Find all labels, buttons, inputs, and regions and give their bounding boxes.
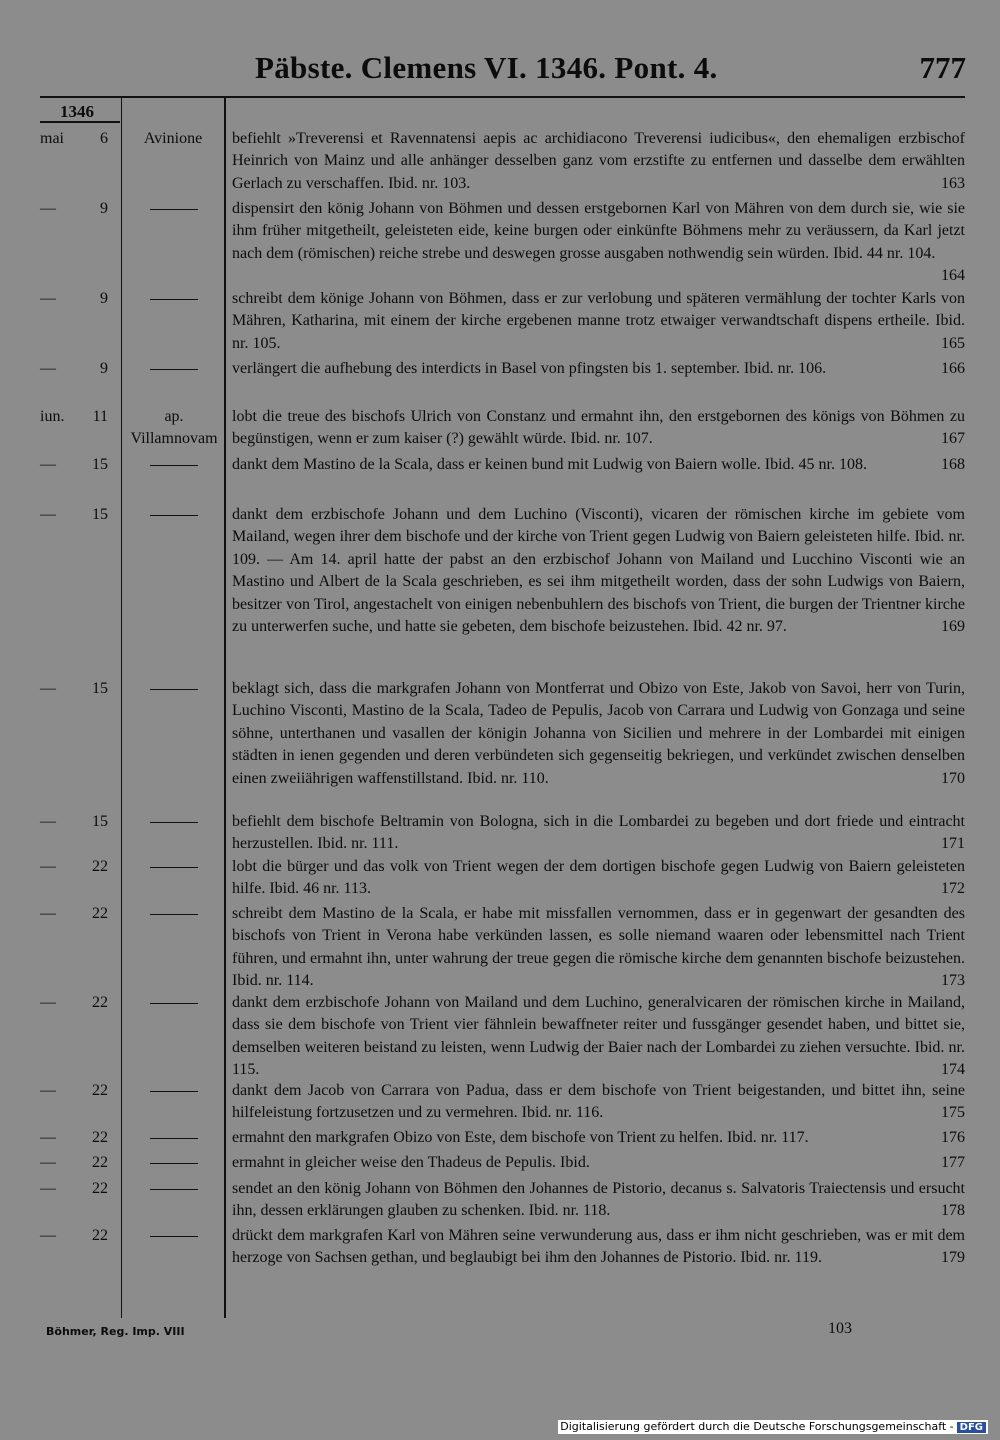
column-divider-date: [121, 98, 122, 1318]
entry-number: 174: [941, 1061, 965, 1079]
footer-source: Böhmer, Reg. Imp. VIII: [46, 1325, 185, 1338]
entry-text: dankt dem erzbischofe Johann und dem Luchino (Visconti), vicaren der römischen kirche im gebiete vom Mailand, wegen ihrer dem bischofe und der kirche von Trient gegen Ludwig von Baiern geleisteten hilfe. Ibid. nr. 109. — Am 14. april hatte der pabst an den erzbischof Johann von Mailand und Lucchino Visconti wie an Mastino und Albert de la Scala geschrieben, es sei ihm mitgetheilt worden, dass der sohn Ludwigs von Baiern, besitzer von Tirol, angestachelt von einigen nebenbuhlern des bischofs von Trient, die burgen der Trientner kirche zu unterwerfen suche, und hatte sie gebeten, dem bischofe beizustehen. Ibid. 42 nr. 97. 169: [232, 504, 965, 638]
ditto-mark: [150, 1003, 198, 1004]
entry-date: — 22: [40, 1180, 108, 1197]
entry-text: schreibt dem könige Johann von Böhmen, dass er zur verlobung und späteren vermählung der tochter Karls von Mähren, Katharina, mit einem der kirche ergebenen manne trotz etwaiger verwandtschaft dispens ertheile. Ibid. nr. 105. 165: [232, 288, 965, 355]
entry-date: — 15: [40, 813, 108, 830]
entry-number: 164: [941, 267, 965, 285]
entry-text: dankt dem Mastino de la Scala, dass er keinen bund mit Ludwig von Baiern wolle. Ibid. 45 nr. 108. 168: [232, 454, 965, 476]
entry-date: — 22: [40, 1227, 108, 1244]
page-number: 777: [919, 50, 966, 85]
entry-number: 169: [941, 618, 965, 636]
entry-date: — 22: [40, 905, 108, 922]
entry-number: 166: [941, 360, 965, 377]
entry-number: 172: [941, 880, 965, 898]
dfg-logo: DFG: [957, 1422, 986, 1433]
ditto-mark: [150, 1189, 198, 1190]
ditto-mark: [150, 914, 198, 915]
footer-signature: 103: [828, 1320, 852, 1337]
entry-text: ermahnt den markgrafen Obizo von Este, dem bischofe von Trient zu helfen. Ibid. nr. 117. 176: [232, 1127, 965, 1149]
entry-date: — 15: [40, 456, 108, 473]
ditto-mark: [150, 209, 198, 210]
entry-number: 175: [941, 1104, 965, 1122]
table-top-rule: [40, 96, 965, 98]
ditto-mark: [150, 822, 198, 823]
entry-text: verlängert die aufhebung des interdicts in Basel von pfingsten bis 1. september. Ibid. nr. 106. 166: [232, 358, 965, 380]
entry-number: 176: [941, 1129, 965, 1146]
entry-text: schreibt dem Mastino de la Scala, er habe mit missfallen vernommen, dass er in gegenwart der gesandten des bischofs von Trient in Verona habe verkünden lassen, es solle niemand waaren oder lebensmittel nach Trient führen, und ermahnt ihn, unter wahrung der treue gegen die römische kirche dem genannten bischofe beizustehen. Ibid. nr. 114. 173: [232, 903, 965, 993]
ditto-mark: [150, 689, 198, 690]
entry-text: sendet an den könig Johann von Böhmen den Johannes de Pistorio, decanus s. Salvatoris Traiectensis und ersucht ihn, dessen erklärungen glauben zu schenken. Ibid. nr. 118. 178: [232, 1178, 965, 1223]
entry-number: 173: [941, 972, 965, 990]
entry-text: befiehlt dem bischofe Beltramin von Bologna, sich in die Lombardei zu begeben und dort friede und eintracht herzustellen. Ibid. nr. 111. 171: [232, 811, 965, 856]
entry-text: dankt dem erzbischofe Johann von Mailand und dem Luchino, generalvicaren der römischen kirche in Mailand, dass sie dem bischofe von Trient vier fähnlein bewaffneter reiter und fussgänger gesendet haben, und bittet sie, demselben weiteren beistand zu leisten, wenn Ludwig der Baier nach der Lombardei zu ziehen versuchte. Ibid. nr. 115. 174: [232, 992, 965, 1082]
entry-text: ermahnt in gleicher weise den Thadeus de Pepulis. Ibid. 177: [232, 1152, 965, 1174]
entry-number: 163: [941, 174, 965, 192]
ditto-mark: [150, 369, 198, 370]
column-divider-place: [224, 98, 226, 1318]
entry-text: lobt die bürger und das volk von Trient wegen der dem dortigen bischofe gegen Ludwig von Baiern geleisteten hilfe. Ibid. 46 nr. 113. 172: [232, 856, 965, 901]
page-header: [0, 50, 1000, 90]
entry-number: 165: [941, 334, 965, 352]
entry-number: 171: [941, 835, 965, 853]
entry-date: iun. 11: [40, 408, 108, 425]
entry-text: beklagt sich, dass die markgrafen Johann von Montferrat und Obizo von Este, Jakob von Savoi, herr von Turin, Luchino Visconti, Mastino de la Scala, Tadeo de Pepulis, Jacob von Carrara und Ludwig von Gonzaga und seine söhne, unterthanen und vasallen der königin Johanna von Sicilien und mehrere in der Lombardei mit einigen städten in ienen gegenden und deren verbündeten sich gegenseitig bekriegen, und verkündet zwischen denselben einen zweiiährigen waffenstillstand. Ibid. nr. 110. 170: [232, 678, 965, 790]
page-title: Päbste. Clemens VI. 1346. Pont. 4.: [255, 50, 718, 85]
dfg-credit-text: Digitalisierung gefördert durch die Deutsche Forschungsgemeinschaft -: [560, 1420, 954, 1433]
entry-text: lobt die treue des bischofs Ulrich von Constanz und ermahnt ihn, den erstgebornen des königs von Böhmen zu begünstigen, wenn er zum kaiser (?) gewählt würde. Ibid. nr. 107. 167: [232, 406, 965, 451]
entry-number: 167: [941, 430, 965, 448]
ditto-mark: [150, 867, 198, 868]
entry-number: 170: [941, 769, 965, 787]
ditto-mark: [150, 1163, 198, 1164]
ditto-mark: [150, 1236, 198, 1237]
entry-text: dankt dem Jacob von Carrara von Padua, dass er dem bischofe von Trient beigestanden, und bittet ihn, seine hilfeleistung fortzusetzen und zu vermehren. Ibid. nr. 116. 175: [232, 1080, 965, 1125]
entry-number: 177: [941, 1154, 965, 1171]
entry-date: — 22: [40, 858, 108, 875]
dfg-credit: [558, 1420, 988, 1434]
entry-date: — 22: [40, 994, 108, 1011]
entry-date: — 15: [40, 506, 108, 523]
ditto-mark: [150, 1091, 198, 1092]
year-heading: 1346: [60, 102, 94, 121]
entry-text: dispensirt den könig Johann von Böhmen und dessen erstgebornen Karl von Mähren von dem durch sie, wie sie ihm früher mitgetheilt, geleisteten eide, keine burgen oder einkünfte Böhmens mehr zu veräussern, da Karl jetzt nach dem (römischen) reiche strebe und deswegen grosse ausgaben nothwendig sein würden. Ibid. 44 nr. 104. 164: [232, 198, 965, 288]
entry-date: — 9: [40, 360, 108, 377]
entry-date: — 15: [40, 680, 108, 697]
entry-date: mai 6: [40, 130, 108, 147]
entry-number: 178: [941, 1202, 965, 1220]
entry-number: 179: [941, 1249, 965, 1267]
entry-place: ap. Villamnovam: [130, 408, 218, 447]
entry-date: — 9: [40, 290, 108, 307]
entry-number: 168: [941, 456, 965, 473]
entry-text: drückt dem markgrafen Karl von Mähren seine verwunderung aus, dass er ihm nicht geschrieben, was er mit dem herzoge von Sachsen gethan, und beglaubigt bei ihm den Johannes de Pistorio. Ibid. nr. 119. 179: [232, 1225, 965, 1270]
entry-text: befiehlt »Treverensi et Ravennatensi aepis ac archidiacono Treverensi iudicibus«, den ehemaligen erzbischof Heinrich von Mainz und alle anhänger desselben ganz vom erzstifte zu entfernen und dasselbe dem erwählten Gerlach zu verschaffen. Ibid. nr. 103. 163: [232, 128, 965, 195]
ditto-mark: [150, 1138, 198, 1139]
entry-date: — 9: [40, 200, 108, 217]
entry-date: — 22: [40, 1129, 108, 1146]
ditto-mark: [150, 465, 198, 466]
entry-date: — 22: [40, 1154, 108, 1171]
ditto-mark: [150, 515, 198, 516]
ditto-mark: [150, 299, 198, 300]
entry-date: — 22: [40, 1082, 108, 1099]
entry-place: Avinione: [143, 130, 203, 147]
